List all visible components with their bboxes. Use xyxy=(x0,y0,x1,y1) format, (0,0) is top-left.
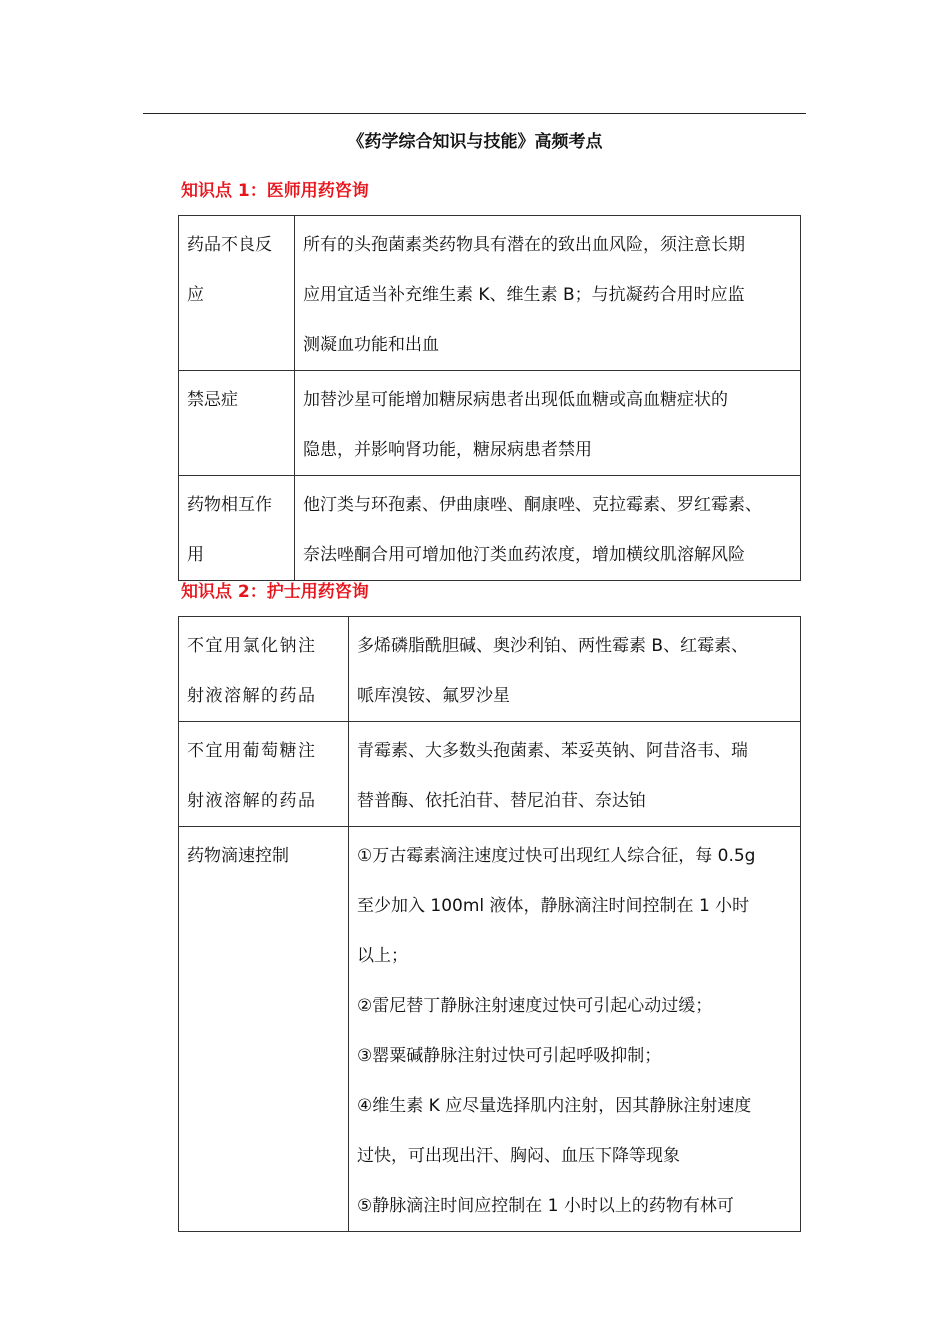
content-line: ④维生素 K 应尽量选择肌内注射，因其静脉注射速度 xyxy=(357,1096,752,1116)
category-line: 用 xyxy=(187,545,204,565)
content-line: 他汀类与环孢素、伊曲康唑、酮康唑、克拉霉素、罗红霉素、 xyxy=(303,495,762,515)
row-content xyxy=(295,371,801,476)
category-line: 射液溶解的药品 xyxy=(187,791,317,811)
content-line: 所有的头孢菌素类药物具有潜在的致出血风险，须注意长期 xyxy=(303,235,745,255)
content-line: 应用宜适当补充维生素 K、维生素 B；与抗凝药合用时应监 xyxy=(303,285,745,305)
table-row xyxy=(179,476,801,581)
category-line: 不宜用氯化钠注 xyxy=(187,636,317,656)
content-line: 至少加入 100ml 液体，静脉滴注时间控制在 1 小时 xyxy=(357,896,750,916)
section-heading-1: 知识点 1：医师用药咨询 xyxy=(181,181,369,201)
category-line: 药物相互作 xyxy=(187,495,272,515)
content-line: 奈法唑酮合用可增加他汀类血药浓度，增加横纹肌溶解风险 xyxy=(303,545,745,565)
category-line: 不宜用葡萄糖注 xyxy=(187,741,317,761)
content-line: 隐患，并影响肾功能，糖尿病患者禁用 xyxy=(303,440,592,460)
content-line: 测凝血功能和出血 xyxy=(303,335,439,355)
row-content xyxy=(295,216,801,371)
content-line: 多烯磷脂酰胆碱、奥沙利铂、两性霉素 B、红霉素、 xyxy=(357,636,749,656)
table-row xyxy=(179,371,801,476)
row-category xyxy=(179,371,295,476)
row-category xyxy=(179,617,349,722)
section-2-table xyxy=(178,616,801,1232)
content-line: 以上； xyxy=(357,946,408,966)
content-line: ②雷尼替丁静脉注射速度过快可引起心动过缓； xyxy=(357,996,713,1016)
table-row xyxy=(179,827,801,1232)
content-line: ⑤静脉滴注时间应控制在 1 小时以上的药物有林可 xyxy=(357,1196,734,1216)
content-line: 过快，可出现出汗、胸闷、血压下降等现象 xyxy=(357,1146,680,1166)
category-line: 禁忌症 xyxy=(187,390,238,410)
row-category xyxy=(179,722,349,827)
row-content xyxy=(349,617,801,722)
section-1-table xyxy=(178,215,801,581)
table-row xyxy=(179,216,801,371)
content-line: 青霉素、大多数头孢菌素、苯妥英钠、阿昔洛韦、瑞 xyxy=(357,741,748,761)
row-content xyxy=(349,827,801,1232)
content-line: 加替沙星可能增加糖尿病患者出现低血糖或高血糖症状的 xyxy=(303,390,728,410)
document-title: 《药学综合知识与技能》高频考点 xyxy=(347,132,603,152)
content-line: 替普酶、依托泊苷、替尼泊苷、奈达铂 xyxy=(357,791,646,811)
header-rule xyxy=(143,113,806,114)
row-category xyxy=(179,827,349,1232)
table-row xyxy=(179,617,801,722)
category-line: 药品不良反 xyxy=(187,235,272,255)
content-line: ③罂粟碱静脉注射过快可引起呼吸抑制； xyxy=(357,1046,662,1066)
category-line: 射液溶解的药品 xyxy=(187,686,317,706)
category-line: 药物滴速控制 xyxy=(187,846,289,866)
row-content xyxy=(349,722,801,827)
category-line: 应 xyxy=(187,285,204,305)
table-row xyxy=(179,722,801,827)
section-heading-2: 知识点 2：护士用药咨询 xyxy=(181,582,369,602)
row-category xyxy=(179,476,295,581)
content-line: ①万古霉素滴注速度过快可出现红人综合征，每 0.5g xyxy=(357,846,756,866)
row-content xyxy=(295,476,801,581)
content-line: 哌库溴铵、氟罗沙星 xyxy=(357,686,510,706)
row-category xyxy=(179,216,295,371)
